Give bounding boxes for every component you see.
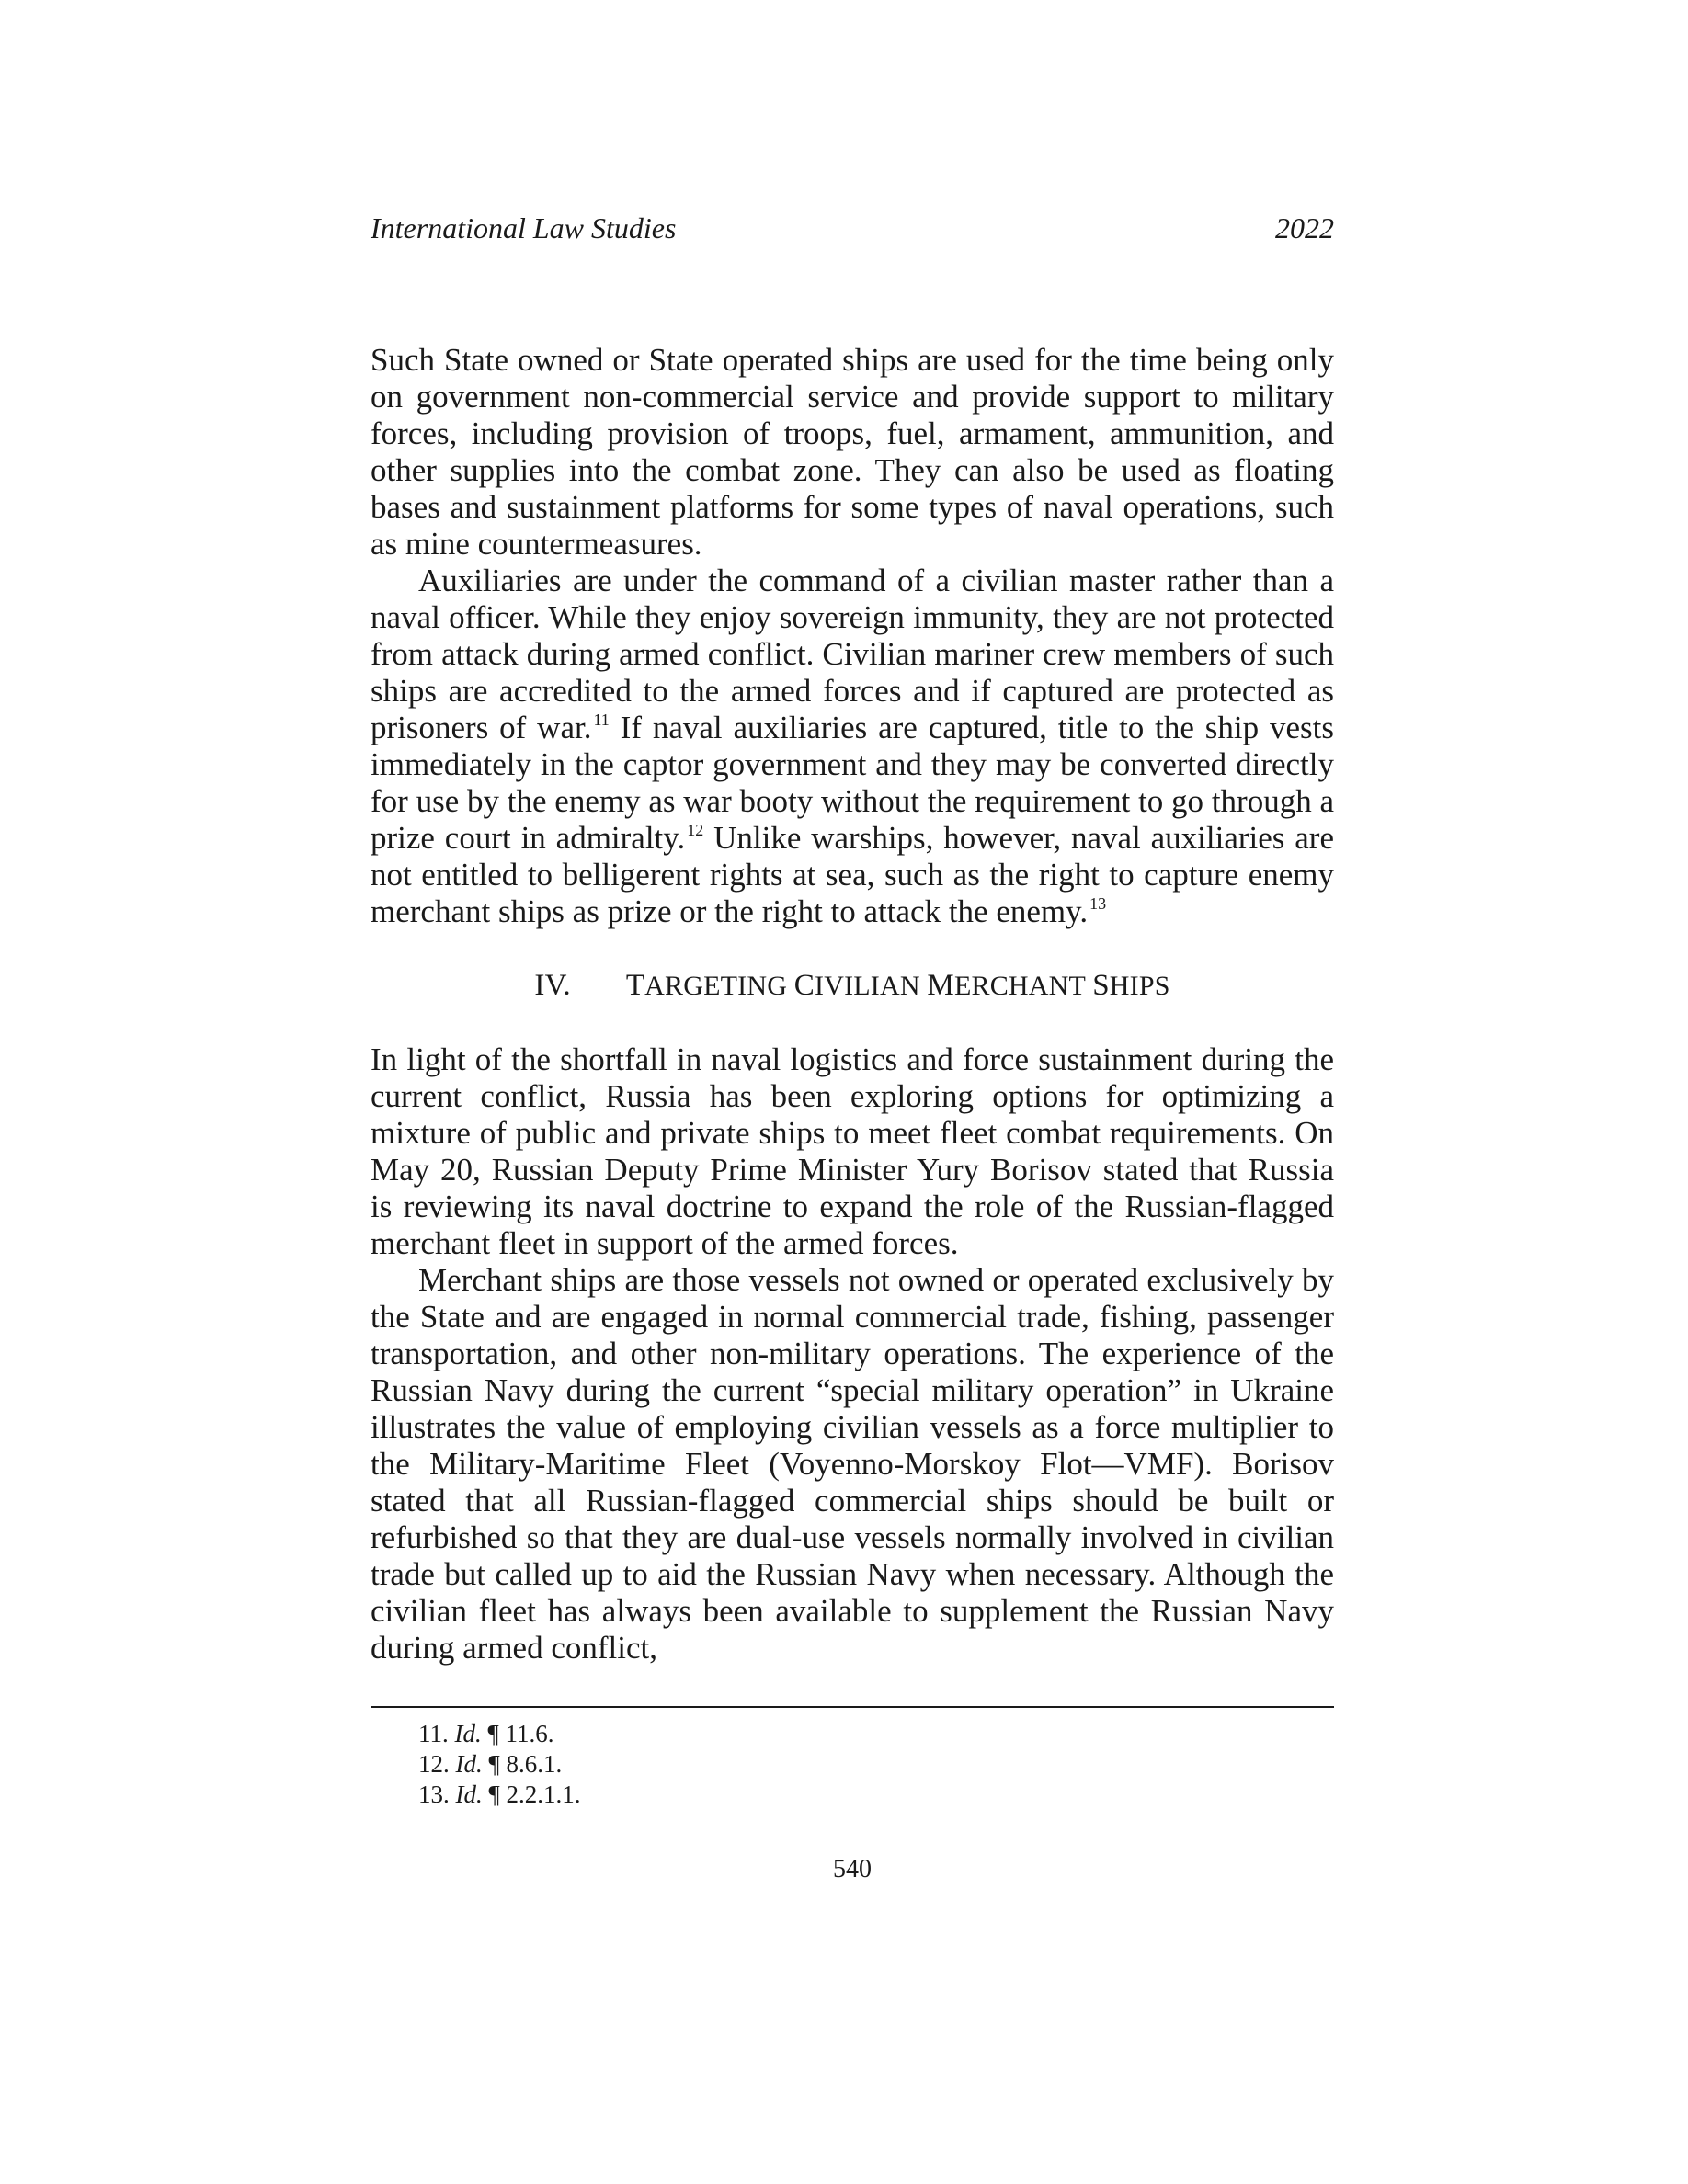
footnote-ref-12[interactable]: 12 [687, 821, 704, 839]
section-heading [371, 967, 1334, 1005]
paragraph-shortfall: In light of the shortfall in naval logistics and force sustainment during the current conflict, Russia has been exploring options for optimizing a mixture of public and private ships to meet fleet combat requirements. On May 20, Russian Deputy Prime Minister Yury Borisov stated that Russia is reviewing its naval doctrine to expand the role of the Russian-flagged merchant fleet in support of the armed forces. [371, 1041, 1334, 1261]
page-number: 540 [833, 1855, 872, 1883]
footnotes [418, 1719, 1334, 1810]
paragraph-text: If naval auxiliaries are captured, title to the ship vests immediately in the captor government and they may be converted directly for use by the enemy as war booty without the requirement to go through a prize court in admiralty. [371, 710, 1334, 856]
paragraph-text: Auxiliaries are under the command of a civilian master rather than a naval officer. While they enjoy sovereign immunity, they are not protected from attack during armed conflict. Civilian mariner crew members of such ships are accredited to the armed forces and if captured are protected as prisoners of war. [371, 563, 1334, 745]
paragraph-merchant-ships: Merchant ships are those vessels not owned or operated exclusively by the State and are engaged in normal commercial trade, fishing, passenger transportation, and other non-military operations. The experience of the Russian Navy during the current “special military operation” in Ukraine illustrates the value of employing civilian vessels as a force multiplier to the Military-Maritime Fleet (Voyenno-Morskoy Flot—VMF). Borisov stated that all Russian-flagged commercial ships should be built or refurbished so that they are dual-use vessels normally involved in civilian trade but called up to aid the Russian Navy when necessary. Although the civilian fleet has always been available to supplement the Russian Navy during armed conflict, [371, 1262, 1334, 1666]
paragraph-auxiliaries [371, 563, 1334, 930]
article-body [371, 342, 1334, 1666]
journal-year: 2022 [1275, 211, 1334, 245]
paragraph-state-ships: Such State owned or State operated ships are used for the time being only on government non-commercial service and provide support to military forces, including provision of troops, fuel, armament, ammunition, and other supplies into the combat zone. They can also be used as floating bases and sustainment platforms for some types of naval operations, such as mine countermeasures. [371, 342, 1334, 562]
footnote-12: 12. Id. ¶ 8.6.1. [418, 1750, 563, 1778]
footnote-11: 11. Id. ¶ 11.6. [418, 1720, 554, 1747]
section-title: TARGETING CIVILIAN MERCHANT SHIPS [625, 969, 1170, 1002]
footnote-divider [371, 1706, 1334, 1708]
footnote-ref-11[interactable]: 11 [593, 711, 610, 729]
paragraph-text: Unlike warships, however, naval auxiliaries are not entitled to belligerent rights at sea, such as the right to capture enemy merchant ships as prize or the right to attack the enemy. [371, 820, 1334, 929]
journal-title: International Law Studies [371, 211, 677, 245]
footnote-13: 13. Id. ¶ 2.2.1.1. [418, 1780, 581, 1808]
section-number: IV. [534, 969, 571, 1002]
footnote-ref-13[interactable]: 13 [1089, 894, 1107, 913]
